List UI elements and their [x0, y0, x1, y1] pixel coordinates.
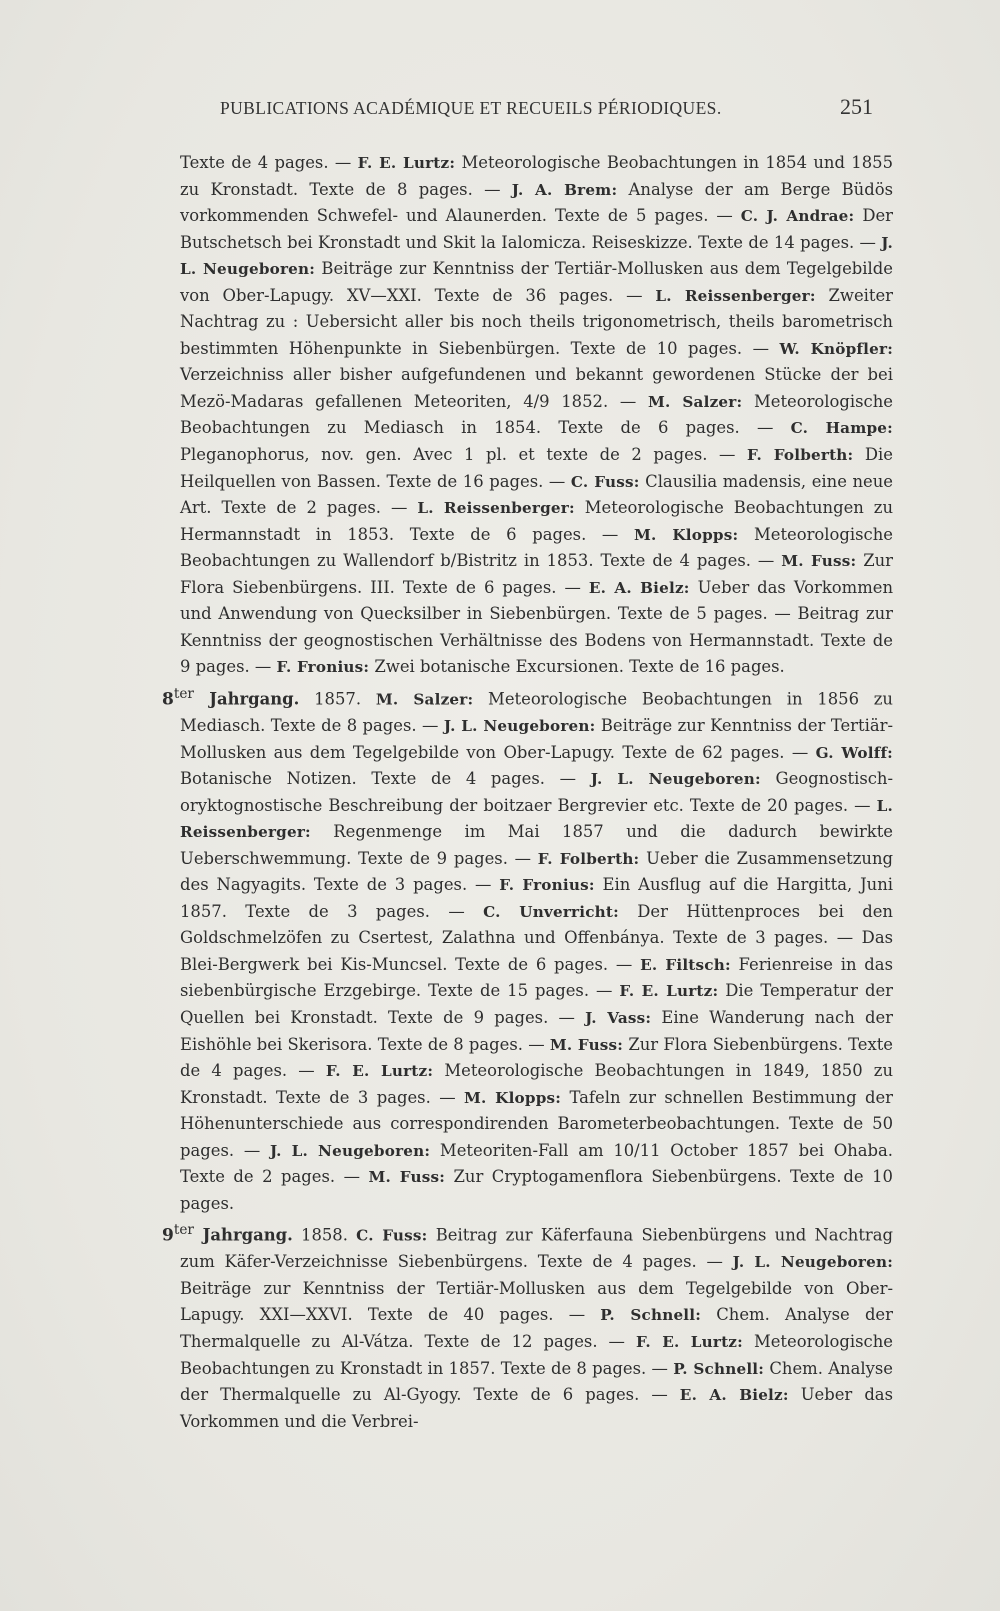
- entry-text: Chem. Analyse der Thermalquelle zu Al-Gyogy. Texte de 6 pages. —: [180, 1358, 893, 1405]
- author-name: C. Fuss:: [356, 1226, 428, 1245]
- author-name: F. Fronius:: [276, 658, 370, 677]
- entry-text: Pleganophorus, nov. gen. Avec 1 pl. et texte de 2 pages. —: [180, 445, 747, 465]
- author-name: E. A. Bielz:: [588, 578, 690, 597]
- author-name: M. Fuss:: [549, 1035, 624, 1054]
- author-name: F. Folberth:: [746, 446, 854, 465]
- volume-number: 9: [162, 1225, 174, 1246]
- entry-text: 1858.: [292, 1225, 357, 1245]
- author-name: P. Schnell:: [673, 1359, 765, 1378]
- entry-text: Geognostisch-oryktognostische Beschreibung der boitzaer Bergrevier etc. Texte de 20 pages. —: [180, 769, 894, 815]
- entry-text: Zur Cryptogamenflora Siebenbürgens. Texte de 10 pages.: [180, 1167, 893, 1213]
- author-name: M. Klopps:: [464, 1088, 562, 1107]
- entry-text: Meteorologische Beobachtungen in 1854 und 1855 zu Kronstadt. Texte de 8 pages. —: [180, 153, 893, 199]
- author-name: F. E. Lurtz:: [357, 154, 456, 172]
- entry-text: Beiträge zur Kenntniss der Tertiär-Mollusken aus dem Tegelgebilde von Ober-Lapugy. XXI—XXVI. Texte de 40 pages. —: [180, 1278, 893, 1325]
- author-name: C. J. Andrae:: [740, 207, 855, 226]
- author-name: J. L. Neugeboren:: [443, 716, 596, 735]
- volume-label: Jahrgang.: [193, 1225, 293, 1245]
- author-name: J. L. Neugeboren:: [269, 1141, 431, 1160]
- entry-text: Der Hüttenproces bei den Goldschmelzöfen zu Csertest, Zalathna und Offenbánya. Texte de 3 pages. — Das Blei-Bergwerk bei Kis-Muncsel. Texte de 6 pages. —: [180, 901, 893, 974]
- entry-text: Regenmenge im Mai 1857 und die dadurch bewirkte Ueberschwemmung. Texte de 9 pages. —: [180, 822, 893, 868]
- entry-text: Ueber das Vorkommen und die Verbrei-: [180, 1385, 893, 1431]
- author-name: M. Salzer:: [375, 690, 474, 709]
- entry-text: Meteorologische Beobachtungen zu Wallendorf b/Bistritz in 1853. Texte de 4 pages. —: [180, 524, 893, 571]
- entry-text: Ueber das Vorkommen und Anwendung von Quecksilber in Siebenbürgen. Texte de 5 pages. — Beitrag zur Kenntniss der geognostischen Verhältnisse des Bodens von Hermannstadt. Texte de 9 pages. —: [180, 577, 894, 677]
- entry-text: Zweiter Nachtrag zu : Uebersicht aller bis noch theils trigonometrisch, theils barometrisch bestimmten Höhenpunkte in Siebenbürgen. Texte de 10 pages. —: [180, 285, 894, 358]
- author-name: J. Vass:: [585, 1008, 652, 1027]
- entry-text: Die Temperatur der Quellen bei Kronstadt. Texte de 9 pages. —: [180, 981, 894, 1027]
- entry-text: Chem. Analyse der Thermalquelle zu Al-Vátza. Texte de 12 pages. —: [180, 1305, 893, 1351]
- body-text: [162, 150, 894, 1435]
- entry-text: Meteorologische Beobachtungen in 1849, 1850 zu Kronstadt. Texte de 3 pages. —: [180, 1061, 893, 1107]
- author-name: F. E. Lurtz:: [619, 982, 719, 1001]
- entry-text: Ein Ausflug auf die Hargitta, Juni 1857. Texte de 3 pages. —: [180, 875, 894, 921]
- author-name: E. Filtsch:: [640, 955, 731, 974]
- entry-text: Verzeichniss aller bisher aufgefundenen und bekannt gewordenen Stücke der bei Mezö-Madaras gefallenen Meteoriten, 4/9 1852. —: [180, 365, 893, 411]
- author-name: L. Reissenberger:: [180, 796, 893, 842]
- volume-label: Jahrgang.: [193, 689, 300, 709]
- entry-text: Eine Wanderung nach der Eishöhle bei Skerisora. Texte de 8 pages. —: [180, 1007, 893, 1054]
- paragraph: [162, 681, 894, 1217]
- author-name: J. L. Neugeboren:: [590, 770, 761, 789]
- author-name: F. E. Lurtz:: [325, 1062, 434, 1081]
- page-number: 251: [840, 94, 873, 119]
- author-name: C. Hampe:: [790, 419, 893, 438]
- entry-text: Zur Flora Siebenbürgens. III. Texte de 6 pages. —: [180, 551, 893, 597]
- author-name: M. Fuss:: [781, 552, 857, 571]
- author-name: E. A. Bielz:: [679, 1386, 789, 1405]
- entry-text: Botanische Notizen. Texte de 4 pages. —: [180, 769, 591, 789]
- entry-text: Meteorologische Beobachtungen in 1856 zu Mediasch. Texte de 8 pages. —: [180, 689, 893, 735]
- author-name: J. A. Brem:: [511, 180, 618, 199]
- author-name: M. Fuss:: [368, 1168, 446, 1187]
- volume-ordinal-suffix: ter: [173, 685, 194, 702]
- entry-text: Zwei botanische Excursionen. Texte de 16 pages.: [369, 657, 785, 677]
- entry-text: Ferienreise in das siebenbürgische Erzgebirge. Texte de 15 pages. —: [180, 954, 893, 1001]
- entry-text: Tafeln zur schnellen Bestimmung der Höhenunterschiede aus correspondirenden Barometerbeobachtungen. Texte de 50 pages. —: [180, 1087, 894, 1160]
- entry-text: Ueber die Zusammensetzung des Nagyagits. Texte de 3 pages. —: [180, 848, 894, 895]
- entry-text: Beiträge zur Kenntniss der Tertiär-Mollusken aus dem Tegelgebilde von Ober-Lapugy. XV—XXI. Texte de 36 pages. —: [180, 259, 893, 305]
- author-name: M. Salzer:: [647, 392, 743, 411]
- paragraph: [180, 150, 893, 681]
- volume-number: 8: [162, 689, 174, 710]
- entry-text: Clausilia madensis, eine neue Art. Texte de 2 pages. —: [180, 471, 893, 518]
- entry-text: Zur Flora Siebenbürgens. Texte de 4 pages. —: [180, 1034, 893, 1081]
- author-name: F. Folberth:: [537, 849, 640, 868]
- author-name: M. Klopps:: [633, 525, 739, 544]
- entry-text: 1857.: [299, 689, 376, 709]
- author-name: P. Schnell:: [600, 1306, 702, 1325]
- entry-text: Beitrag zur Käferfauna Siebenbürgens und Nachtrag zum Käfer-Verzeichnisse Siebenbürgens. Texte de 4 pages. —: [180, 1225, 894, 1272]
- volume-ordinal-suffix: ter: [173, 1222, 194, 1239]
- author-name: L. Reissenberger:: [417, 499, 575, 518]
- author-name: C. Unverricht:: [483, 902, 619, 921]
- entry-text: Meteoriten-Fall am 10/11 October 1857 bei Ohaba. Texte de 2 pages. —: [180, 1140, 894, 1187]
- author-name: J. L. Neugeboren:: [732, 1253, 893, 1272]
- entry-text: Die Heilquellen von Bassen. Texte de 16 pages. —: [180, 445, 893, 491]
- author-name: F. E. Lurtz:: [635, 1333, 743, 1351]
- running-head: [0, 96, 1000, 124]
- running-title: PUBLICATIONS ACADÉMIQUE ET RECUEILS PÉRIODIQUES.: [220, 98, 722, 118]
- author-name: C. Fuss:: [570, 472, 640, 491]
- paragraph: [162, 1217, 894, 1435]
- author-name: W. Knöpfler:: [779, 339, 894, 358]
- entry-text: Der Butschetsch bei Kronstadt und Skit la Ialomicza. Reiseskizze. Texte de 14 pages. —: [180, 206, 893, 252]
- author-name: G. Wolff:: [815, 743, 893, 762]
- entry-text: Texte de 4 pages. —: [180, 153, 358, 172]
- author-name: F. Fronius:: [499, 876, 595, 895]
- entry-text: Meteorologische Beobachtungen zu Kronstadt in 1857. Texte de 8 pages. —: [180, 1332, 893, 1378]
- author-name: L. Reissenberger:: [655, 286, 816, 305]
- entry-text: Beiträge zur Kenntniss der Tertiär-Mollusken aus dem Tegelgebilde von Ober-Lapugy. Texte de 62 pages. —: [180, 715, 893, 762]
- entry-text: Meteorologische Beobachtungen zu Hermannstadt in 1853. Texte de 6 pages. —: [180, 498, 893, 544]
- entry-text: Meteorologische Beobachtungen zu Mediasch in 1854. Texte de 6 pages. —: [180, 391, 893, 438]
- entry-text: Analyse der am Berge Büdös vorkommenden Schwefel- und Alaunerden. Texte de 5 pages. —: [180, 179, 893, 226]
- author-name: J. L. Neugeboren:: [180, 233, 893, 279]
